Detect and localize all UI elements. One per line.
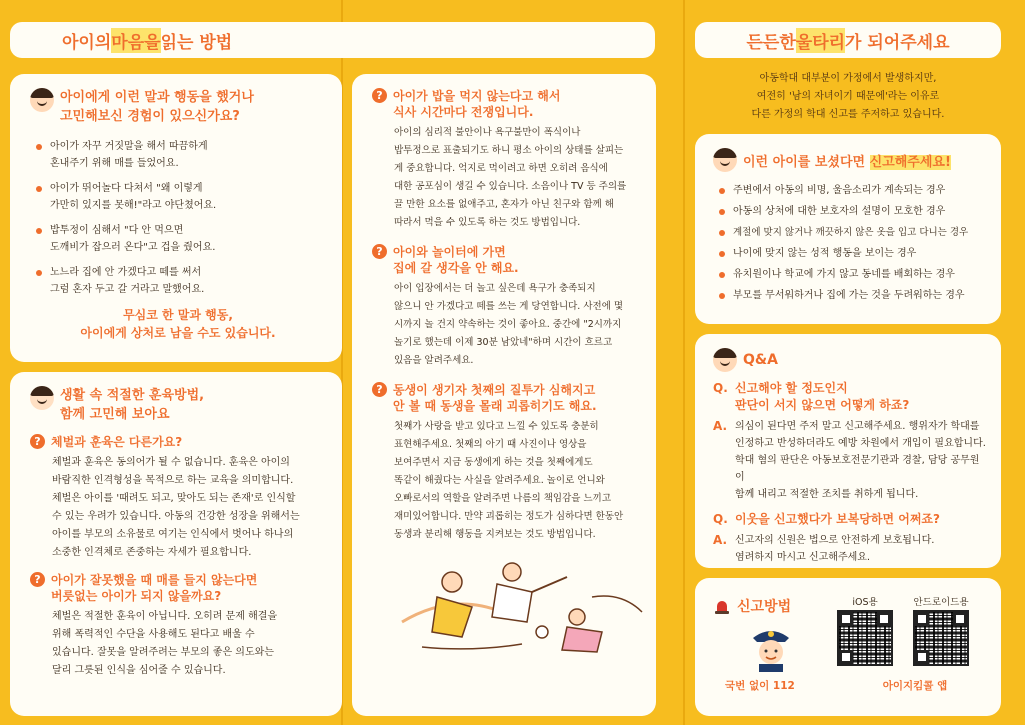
method-title: 신고방법 [737, 599, 792, 615]
qa-question: 이웃을 신고했다가 보복당하면 어쩌죠? [735, 512, 940, 526]
list-item: 주변에서 아동의 비명, 울음소리가 계속되는 경우 [713, 182, 989, 199]
panel-title-right [695, 22, 1001, 58]
experience-header [30, 88, 326, 126]
report-title-highlight: 신고해주세요! [869, 154, 951, 170]
list-item: 부모를 무서워하거나 집에 가는 것을 두려워하는 경우 [713, 287, 989, 304]
list-item: 아동의 상처에 대한 보호자의 설명이 모호한 경우 [713, 203, 989, 220]
title-part: 아이의 [62, 32, 112, 53]
qa-card [695, 334, 1001, 568]
discipline-q1-title: 체벌과 훈육은 다른가요? [51, 435, 183, 449]
a-marker: A. [713, 419, 728, 433]
tip-q3-title-2: 안 볼 때 동생을 몰래 괴롭히기도 해요. [393, 399, 597, 413]
experience-conclusion [30, 306, 326, 342]
q-marker: Q. [713, 512, 728, 526]
report-list [713, 182, 989, 304]
qr-code-icon[interactable] [837, 610, 893, 666]
qa-question: 신고해야 할 정도인지 [735, 381, 848, 395]
siren-icon [713, 597, 731, 615]
list-item: 유치원이나 학교에 가지 않고 동네를 배회하는 경우 [713, 266, 989, 283]
qa-header [713, 348, 989, 372]
question-icon: ? [372, 382, 387, 397]
list-item: 나이에 맞지 않는 성적 행동을 보이는 경우 [713, 245, 989, 262]
report-card [695, 134, 1001, 324]
tip-q3-body: 첫째가 사랑을 받고 있다고 느낄 수 있도록 충분히 표현해주세요. 첫째의 아기 때 사진이나 영상을 보여주면서 지금 동생에게 하는 것을 첫째에게도 똑같이 해줬다는 사실을 알려주세요. 놀이로 언니와 오빠로서의 역할을 알려주면 나름의 책임감을 느끼고 재미있어합니다. 만약 괴롭히는 정도가 심하다면 한동안 동생과 분리해 행동을 지켜보는 것도 방법입니다. [394, 421, 624, 540]
qa-title: Q&A [743, 352, 778, 368]
tip-q1-title-1: 아이가 밥을 먹지 않는다고 해서 [393, 89, 561, 103]
list-item: 아이가 자꾸 거짓말을 해서 따끔하게 혼내주기 위해 매를 들었어요. [30, 138, 326, 172]
child-face-icon [30, 386, 54, 410]
tip-q3-title-1: 동생이 생기자 첫째의 질투가 심해지고 [393, 383, 596, 397]
fold-line-2 [683, 0, 685, 725]
tips-card [352, 74, 656, 716]
discipline-q1-body: 체벌과 훈육은 동의어가 될 수 없습니다. 훈육은 아이의 바람직한 인격형성을 목적으로 하는 교육을 의미합니다. 체벌은 아이를 '때려도 되고, 맞아도 되는 존재'로 인식할 수 있는 우려가 있습니다. 아동의 건강한 성장을 위해서는 아이를 부모의 소유물로 여기는 인식에서 벗어나 하나의 소중한 인격체로 존중하는 자세가 필요합니다. [52, 457, 300, 558]
qa-item [713, 380, 989, 503]
method-header [713, 596, 791, 616]
list-item: 밥투정이 심해서 "다 안 먹으면 도깨비가 잡으러 온다"고 겁을 줬어요. [30, 222, 326, 256]
tip-q2-body: 아이 입장에서는 더 놀고 싶은데 욕구가 충족되지 않으니 안 가겠다고 떼를 쓰는 게 당연합니다. 사전에 몇 시까지 놀 건지 약속하는 것이 좋아요. 중간에 "2시까지 놀기로 했는데 이제 30분 남았네"하며 시간이 흐르고 있음을 알려주세요. [394, 283, 624, 366]
conclusion-line-1: 무심코 한 말과 행동, [123, 308, 233, 322]
list-item: 아이가 뛰어놀다 다쳐서 "왜 이렇게 가만히 있지를 못해!"라고 야단쳤어요. [30, 180, 326, 214]
tip-q2-title-2: 집에 갈 생각을 안 해요. [393, 261, 519, 275]
discipline-q2-body: 체벌은 적절한 훈육이 아닙니다. 오히려 문제 해결을 위해 폭력적인 수단을 사용해도 된다고 배울 수 있습니다. 잘못을 알려주려는 부모의 좋은 의도와는 달리 그릇된 인식을 심어줄 수 있습니다. [52, 611, 278, 676]
child-face-icon [713, 348, 737, 372]
question-icon: ? [30, 572, 45, 587]
discipline-q2 [30, 572, 328, 604]
discipline-title-1: 생활 속 적절한 훈육방법, [60, 388, 205, 403]
title-part: 읽는 방법 [160, 32, 233, 53]
title-part: 가 되어주세요 [845, 32, 950, 53]
tip-q3 [372, 382, 644, 414]
tip-q1-title-2: 식사 시간마다 전쟁입니다. [393, 105, 534, 119]
discipline-q1 [30, 434, 328, 450]
tip-q2-title-1: 아이와 놀이터에 가면 [393, 245, 506, 259]
tip-q1 [372, 88, 644, 120]
android-label: 안드로이드용 [913, 597, 969, 608]
question-icon: ? [372, 244, 387, 259]
title-part: 든든한 [746, 32, 796, 53]
q-marker: Q. [713, 381, 728, 395]
question-icon: ? [30, 434, 45, 449]
ios-label: iOS용 [852, 597, 878, 608]
qa-item [713, 511, 989, 566]
discipline-card [10, 372, 342, 716]
qr-code-icon[interactable] [913, 610, 969, 666]
a-marker: A. [713, 533, 728, 547]
discipline-q2-title-1: 아이가 잘못했을 때 매를 들지 않는다면 [51, 573, 258, 587]
experience-title-1: 아이에게 이런 말과 행동을 했거나 [60, 90, 254, 105]
child-face-icon [30, 88, 54, 112]
list-item: 노느라 집에 안 가겠다고 떼를 써서 그럼 혼자 두고 갈 거라고 말했어요. [30, 264, 326, 298]
report-title: 이런 아이를 보셨다면 [743, 154, 870, 170]
tip-q1-body: 아이의 심리적 불안이나 욕구불만이 폭식이나 밥투정으로 표출되기도 하니 평소 아이의 상태를 살피는 게 중요합니다. 억지로 먹이려고 하면 오히려 음식에 대한 공포심이 생길 수 있습니다. 소음이나 TV 등 주의를 끌 만한 요소를 없애주고, 혼자가 아닌 친구와 함께 해 따라서 먹을 수 있도록 하는 것도 방법입니다. [394, 127, 627, 228]
report-header [713, 148, 989, 172]
title-highlight: 마음을 [111, 28, 160, 53]
panel-title-left [10, 22, 655, 58]
police-number-label: 국번 없이 112 [725, 680, 795, 692]
app-label: 아이지킴콜 앱 [882, 680, 948, 692]
discipline-title-2: 함께 고민해 보아요 [60, 407, 170, 422]
experience-card [10, 74, 342, 362]
conclusion-line-2: 아이에게 상처로 남을 수도 있습니다. [80, 326, 276, 340]
title-highlight: 울타리 [796, 28, 845, 53]
intro-text: 아동학대 대부분이 가정에서 발생하지만, 여전히 '남의 자녀이기 때문에'라는 이유로 다른 가정의 학대 신고를 주저하고 있습니다. [751, 73, 945, 120]
family-illustration [392, 552, 652, 662]
list-item: 계절에 맞지 않거나 깨끗하지 않은 옷을 입고 다니는 경우 [713, 224, 989, 241]
child-face-icon [713, 148, 737, 172]
discipline-q2-title-2: 버릇없는 아이가 되지 않을까요? [51, 589, 222, 603]
experience-title-2: 고민해보신 경험이 있으신가요? [60, 109, 240, 124]
experience-list [30, 138, 326, 298]
qa-question: 판단이 서지 않으면 어떻게 하죠? [735, 398, 910, 412]
question-icon: ? [372, 88, 387, 103]
discipline-header [30, 386, 328, 424]
qa-answer: 신고자의 신원은 법으로 안전하게 보호됩니다. 염려하지 마시고 신고해주세요. [735, 535, 935, 563]
police-officer-icon [749, 624, 793, 672]
qa-answer: 의심이 된다면 주저 말고 신고해주세요. 행위자가 학대를 인정하고 반성하더라도 예방 차원에서 개입이 필요합니다. 학대 혐의 판단은 아동보호전문기관과 경찰, 담당 공무원이 함께 내리고 적절한 조치를 취하게 됩니다. [735, 421, 986, 500]
method-card [695, 578, 1001, 716]
tip-q2 [372, 244, 644, 276]
